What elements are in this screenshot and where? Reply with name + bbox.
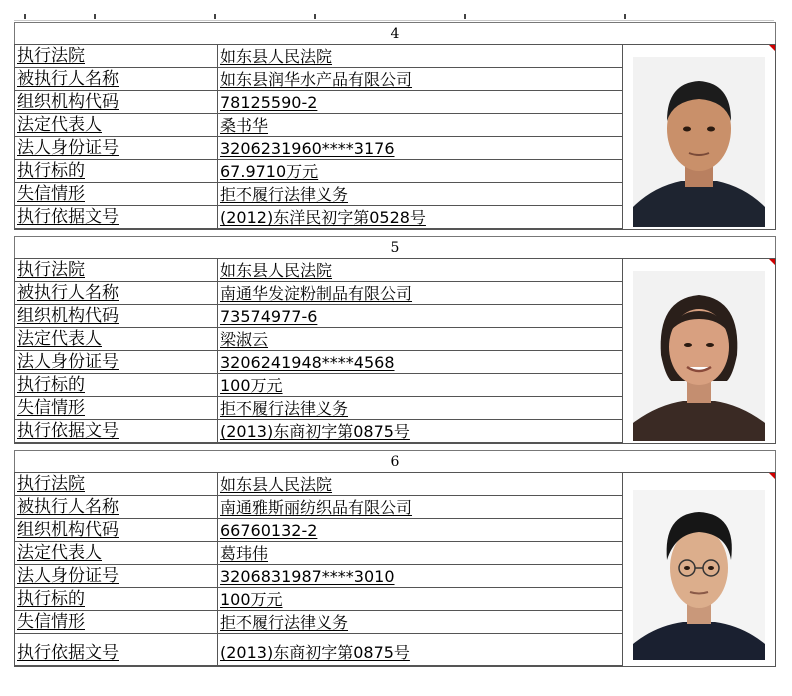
value-court: 如东县人民法院	[218, 473, 623, 495]
label-court: 执行法院	[15, 259, 218, 281]
value-org-code: 78125590-2	[218, 91, 623, 113]
photo-cell[interactable]	[623, 45, 775, 229]
value-reference: (2012)东洋民初字第0528号	[218, 206, 623, 228]
label-name: 被执行人名称	[15, 496, 218, 518]
record-5	[14, 236, 776, 444]
value-org-code: 73574977-6	[218, 305, 623, 327]
value-name: 南通雅斯丽纺织品有限公司	[218, 496, 623, 518]
label-org-code: 组织机构代码	[15, 519, 218, 541]
label-amount: 执行标的	[15, 374, 218, 396]
value-situation: 拒不履行法律义务	[218, 183, 623, 205]
value-name: 南通华发淀粉制品有限公司	[218, 282, 623, 304]
value-reference: (2013)东商初字第0875号	[218, 420, 623, 442]
value-representative: 桑书华	[218, 114, 623, 136]
record-table	[14, 472, 776, 667]
value-amount: 100万元	[218, 374, 623, 396]
value-court: 如东县人民法院	[218, 45, 623, 67]
record-4	[14, 22, 776, 230]
label-id-number: 法人身份证号	[15, 565, 218, 587]
label-reference: 执行依据文号	[15, 420, 218, 442]
value-name: 如东县润华水产品有限公司	[218, 68, 623, 90]
record-number: 6	[14, 450, 776, 472]
portrait-photo	[633, 271, 765, 441]
portrait-photo	[633, 485, 765, 665]
record-number: 4	[14, 22, 776, 44]
value-situation: 拒不履行法律义务	[218, 611, 623, 633]
label-reference: 执行依据文号	[15, 206, 218, 228]
label-id-number: 法人身份证号	[15, 351, 218, 373]
label-situation: 失信情形	[15, 183, 218, 205]
label-reference: 执行依据文号	[15, 634, 218, 665]
label-situation: 失信情形	[15, 611, 218, 633]
label-representative: 法定代表人	[15, 328, 218, 350]
label-amount: 执行标的	[15, 160, 218, 182]
label-representative: 法定代表人	[15, 114, 218, 136]
value-amount: 67.9710万元	[218, 160, 623, 182]
value-id-number: 3206831987****3010	[218, 565, 623, 587]
label-court: 执行法院	[15, 473, 218, 495]
label-org-code: 组织机构代码	[15, 305, 218, 327]
top-cut-row	[14, 16, 774, 21]
value-court: 如东县人民法院	[218, 259, 623, 281]
photo-cell[interactable]	[623, 473, 775, 666]
comment-marker-icon	[769, 473, 775, 479]
value-representative: 梁淑云	[218, 328, 623, 350]
comment-marker-icon	[769, 45, 775, 51]
portrait-photo	[633, 57, 765, 227]
label-court: 执行法院	[15, 45, 218, 67]
record-number: 5	[14, 236, 776, 258]
value-id-number: 3206241948****4568	[218, 351, 623, 373]
record-6	[14, 450, 776, 667]
value-id-number: 3206231960****3176	[218, 137, 623, 159]
value-representative: 葛玮伟	[218, 542, 623, 564]
value-situation: 拒不履行法律义务	[218, 397, 623, 419]
label-representative: 法定代表人	[15, 542, 218, 564]
record-table	[14, 258, 776, 444]
label-id-number: 法人身份证号	[15, 137, 218, 159]
label-name: 被执行人名称	[15, 68, 218, 90]
comment-marker-icon	[769, 259, 775, 265]
label-situation: 失信情形	[15, 397, 218, 419]
value-amount: 100万元	[218, 588, 623, 610]
label-org-code: 组织机构代码	[15, 91, 218, 113]
record-table	[14, 44, 776, 230]
value-org-code: 66760132-2	[218, 519, 623, 541]
label-name: 被执行人名称	[15, 282, 218, 304]
value-reference: (2013)东商初字第0875号	[218, 634, 623, 665]
photo-cell[interactable]	[623, 259, 775, 443]
label-amount: 执行标的	[15, 588, 218, 610]
